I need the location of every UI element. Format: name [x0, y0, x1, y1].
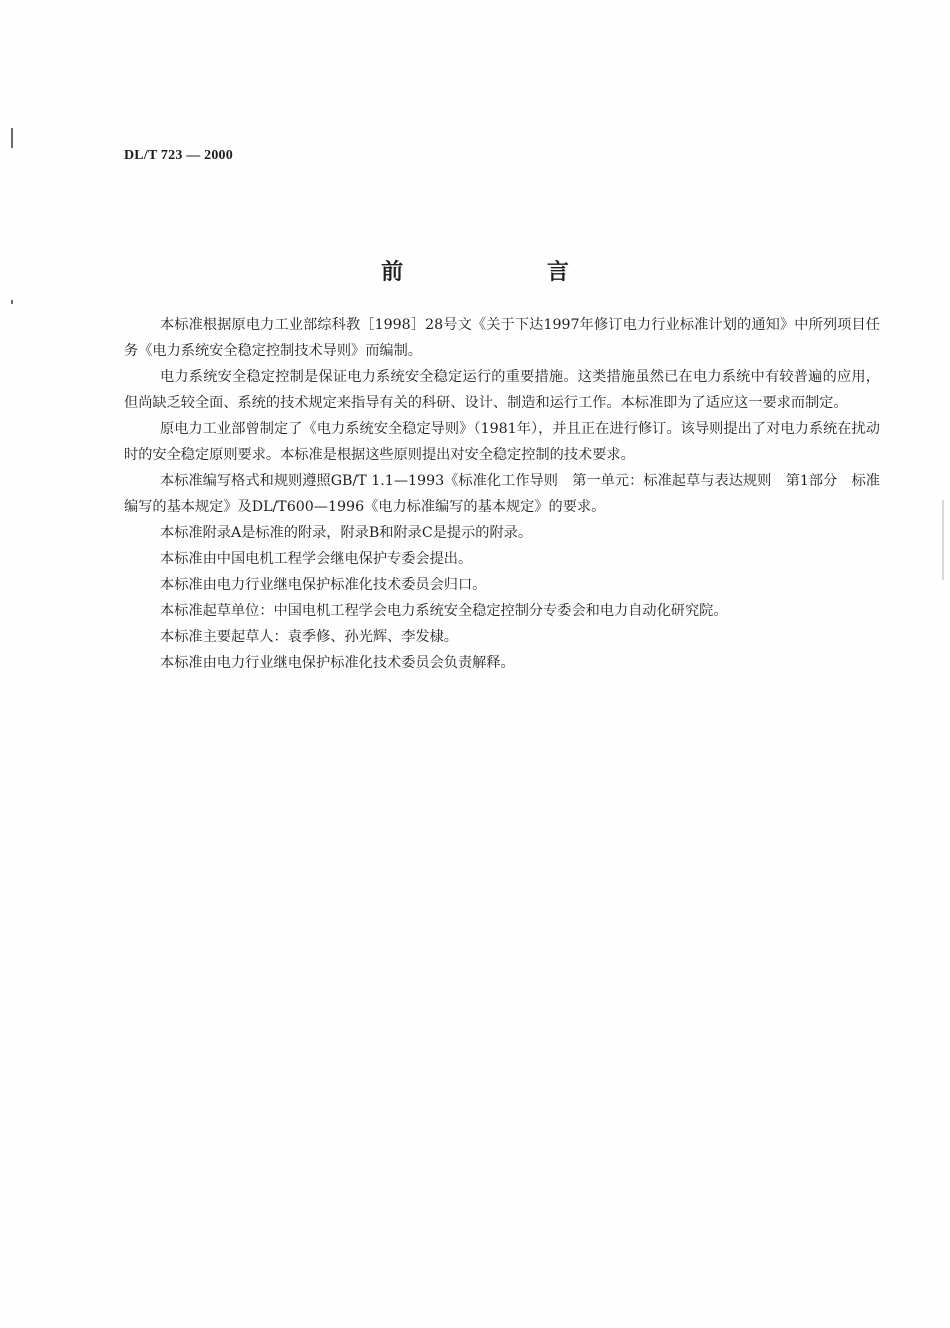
paragraph: 本标准主要起草人：袁季修、孙光辉、李发棣。: [160, 629, 458, 645]
paragraph: 本标准由电力行业继电保护标准化技术委员会归口。: [160, 577, 487, 593]
paragraph: 电力系统安全稳定控制是保证电力系统安全稳定运行的重要措施。这类措施虽然已在电力系统中有较普遍的应用，但尚缺乏较全面、系统的技术规定来指导有关的科研、设计、制造和运行工作。本标准即为了适应这一要求而制定。: [124, 369, 880, 411]
paragraph: 本标准由电力行业继电保护标准化技术委员会负责解释。: [160, 655, 515, 671]
scan-margin-mark: [942, 500, 944, 580]
paragraph: 原电力工业部曾制定了《电力系统安全稳定导则》（1981年），并且正在进行修订。该导则提出了对电力系统在扰动时的安全稳定原则要求。本标准是根据这些原则提出对安全稳定控制的技术要求。: [124, 421, 880, 463]
paragraph: 本标准附录A是标准的附录，附录B和附录C是提示的附录。: [160, 525, 533, 541]
paragraph: 本标准起草单位：中国电机工程学会电力系统安全稳定控制分专委会和电力自动化研究院。: [160, 603, 728, 619]
paragraph: 本标准编写格式和规则遵照GB/T 1.1—1993《标准化工作导则 第一单元：标准起草与表达规则 第1部分 标准编写的基本规定》及DL/T600—1996《电力标准编写的基本规定》的要求。: [124, 473, 880, 515]
paragraph: 本标准根据原电力工业部综科教［1998］28号文《关于下达1997年修订电力行业标准计划的通知》中所列项目任务《电力系统安全稳定控制技术导则》而编制。: [124, 317, 880, 359]
paragraph: 本标准由中国电机工程学会继电保护专委会提出。: [160, 551, 473, 567]
section-title: 前 言: [381, 260, 637, 285]
document-code: DL/T 723 — 2000: [124, 148, 233, 163]
scan-margin-mark: [11, 128, 13, 148]
scan-margin-mark: [11, 300, 13, 304]
foreword-body: [124, 312, 880, 676]
